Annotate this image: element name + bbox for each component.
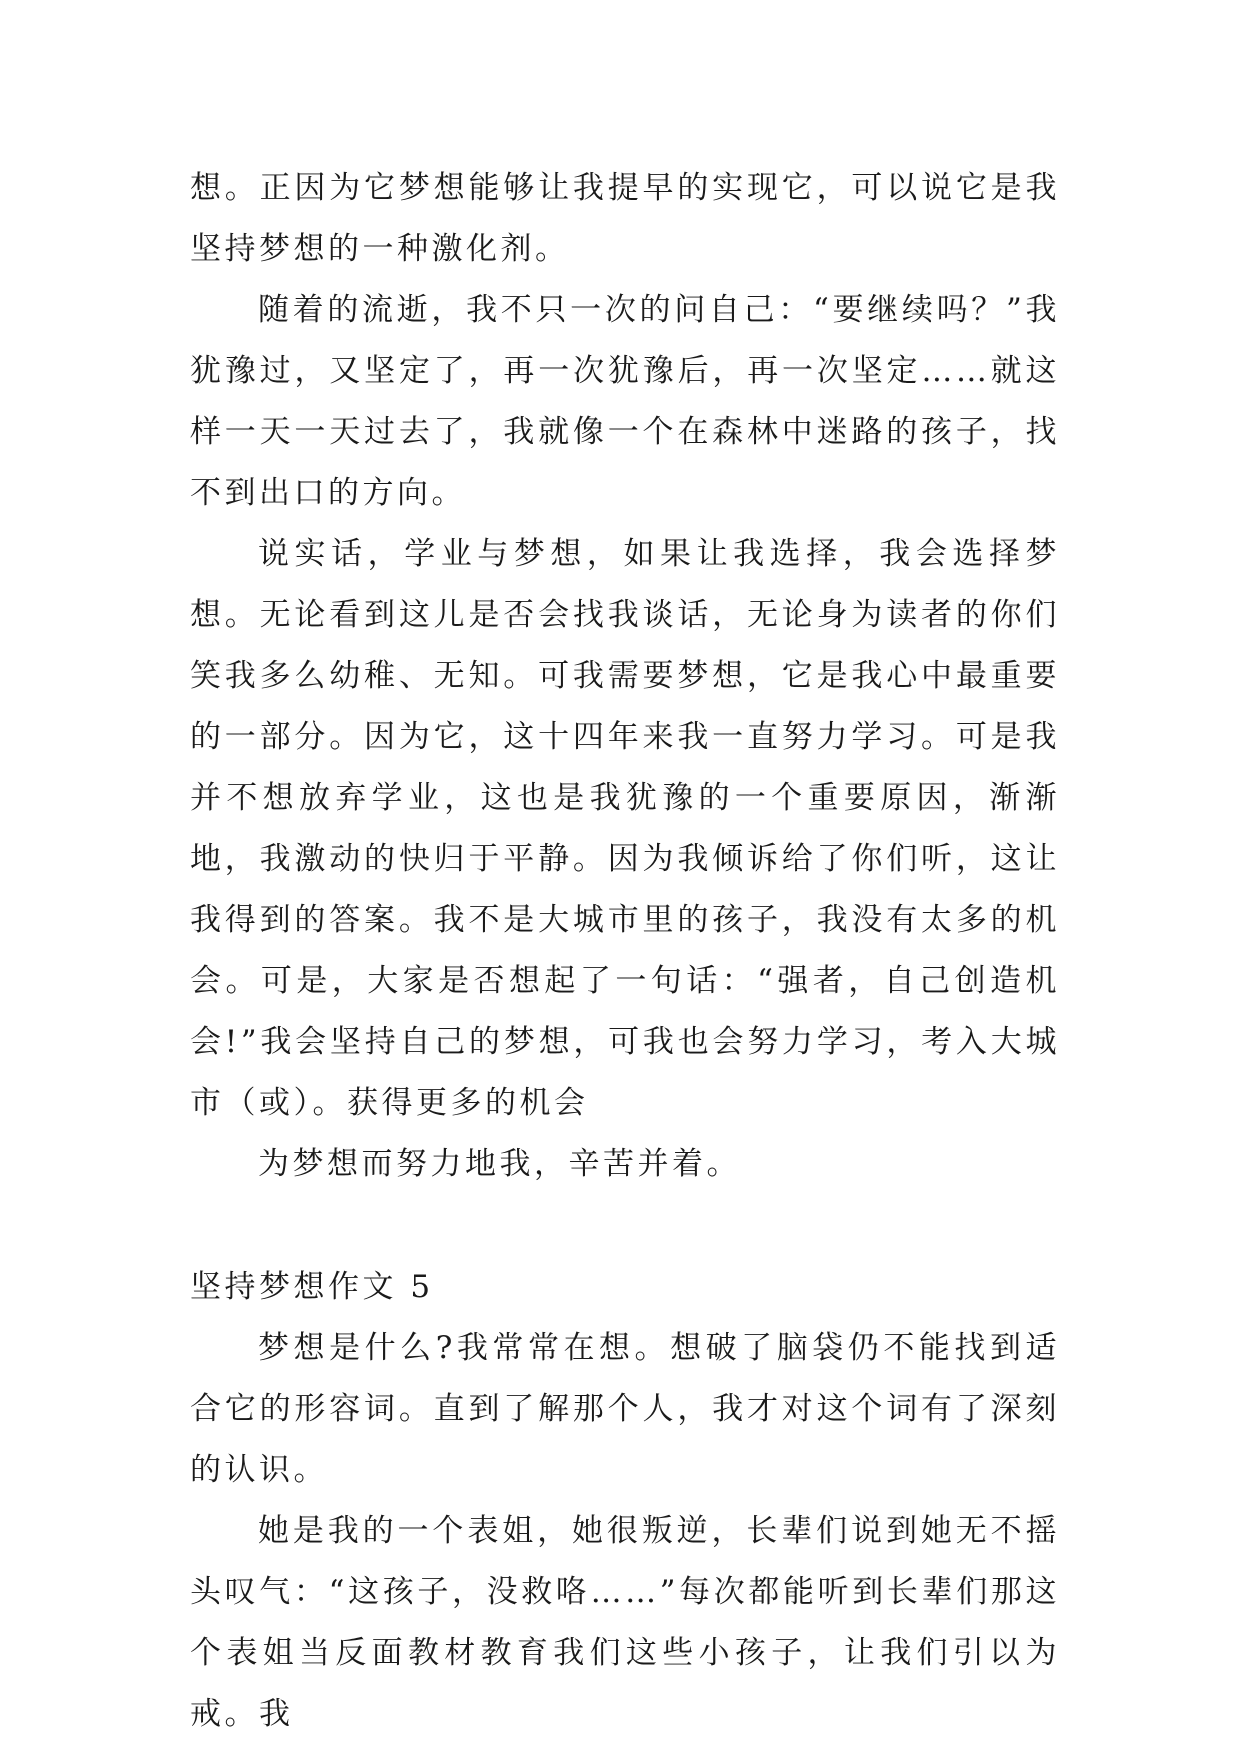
section-title: 坚持梦想作文 5 [190,1269,434,1305]
paragraph: 说实话，学业与梦想，如果让我选择，我会选择梦想。无论看到这儿是否会找我谈话，无论身为读者的你们笑我多么幼稚、无知。可我需要梦想，它是我心中最重要的一部分。因为它，这十四年来我一直努力学习。可是我并不想放弃学业，这也是我犹豫的一个重要原因，渐渐地，我激动的快归于平静。因为我倾诉给了你们听，这让我得到的答案。我不是大城市里的孩子，我没有太多的机会。可是，大家是否想起了一句话：“强者，自己创造机会!”我会坚持自己的梦想，可我也会努力学习，考入大城市（或）。获得更多的机会 [190,536,1060,1121]
section-gap [190,1195,1060,1257]
paragraph: 她是我的一个表姐，她很叛逆，长辈们说到她无不摇头叹气：“这孩子，没救咯……”每次都能听到长辈们那这个表姐当反面教材教育我们这些小孩子，让我们引以为戒。我 [190,1513,1060,1732]
paragraph: 梦想是什么?我常常在想。想破了脑袋仍不能找到适合它的形容词。直到了解那个人，我才对这个词有了深刻的认识。 [190,1330,1060,1488]
paragraph: 随着的流逝，我不只一次的问自己：“要继续吗？”我犹豫过，又坚定了，再一次犹豫后，再一次坚定……就这样一天一天过去了，我就像一个在森林中迷路的孩子，找不到出口的方向。 [190,292,1060,511]
paragraph: 为梦想而努力地我，辛苦并着。 [258,1146,741,1182]
document-body [190,158,1060,1745]
paragraph: 想。正因为它梦想能够让我提早的实现它，可以说它是我坚持梦想的一种激化剂。 [190,170,1060,267]
